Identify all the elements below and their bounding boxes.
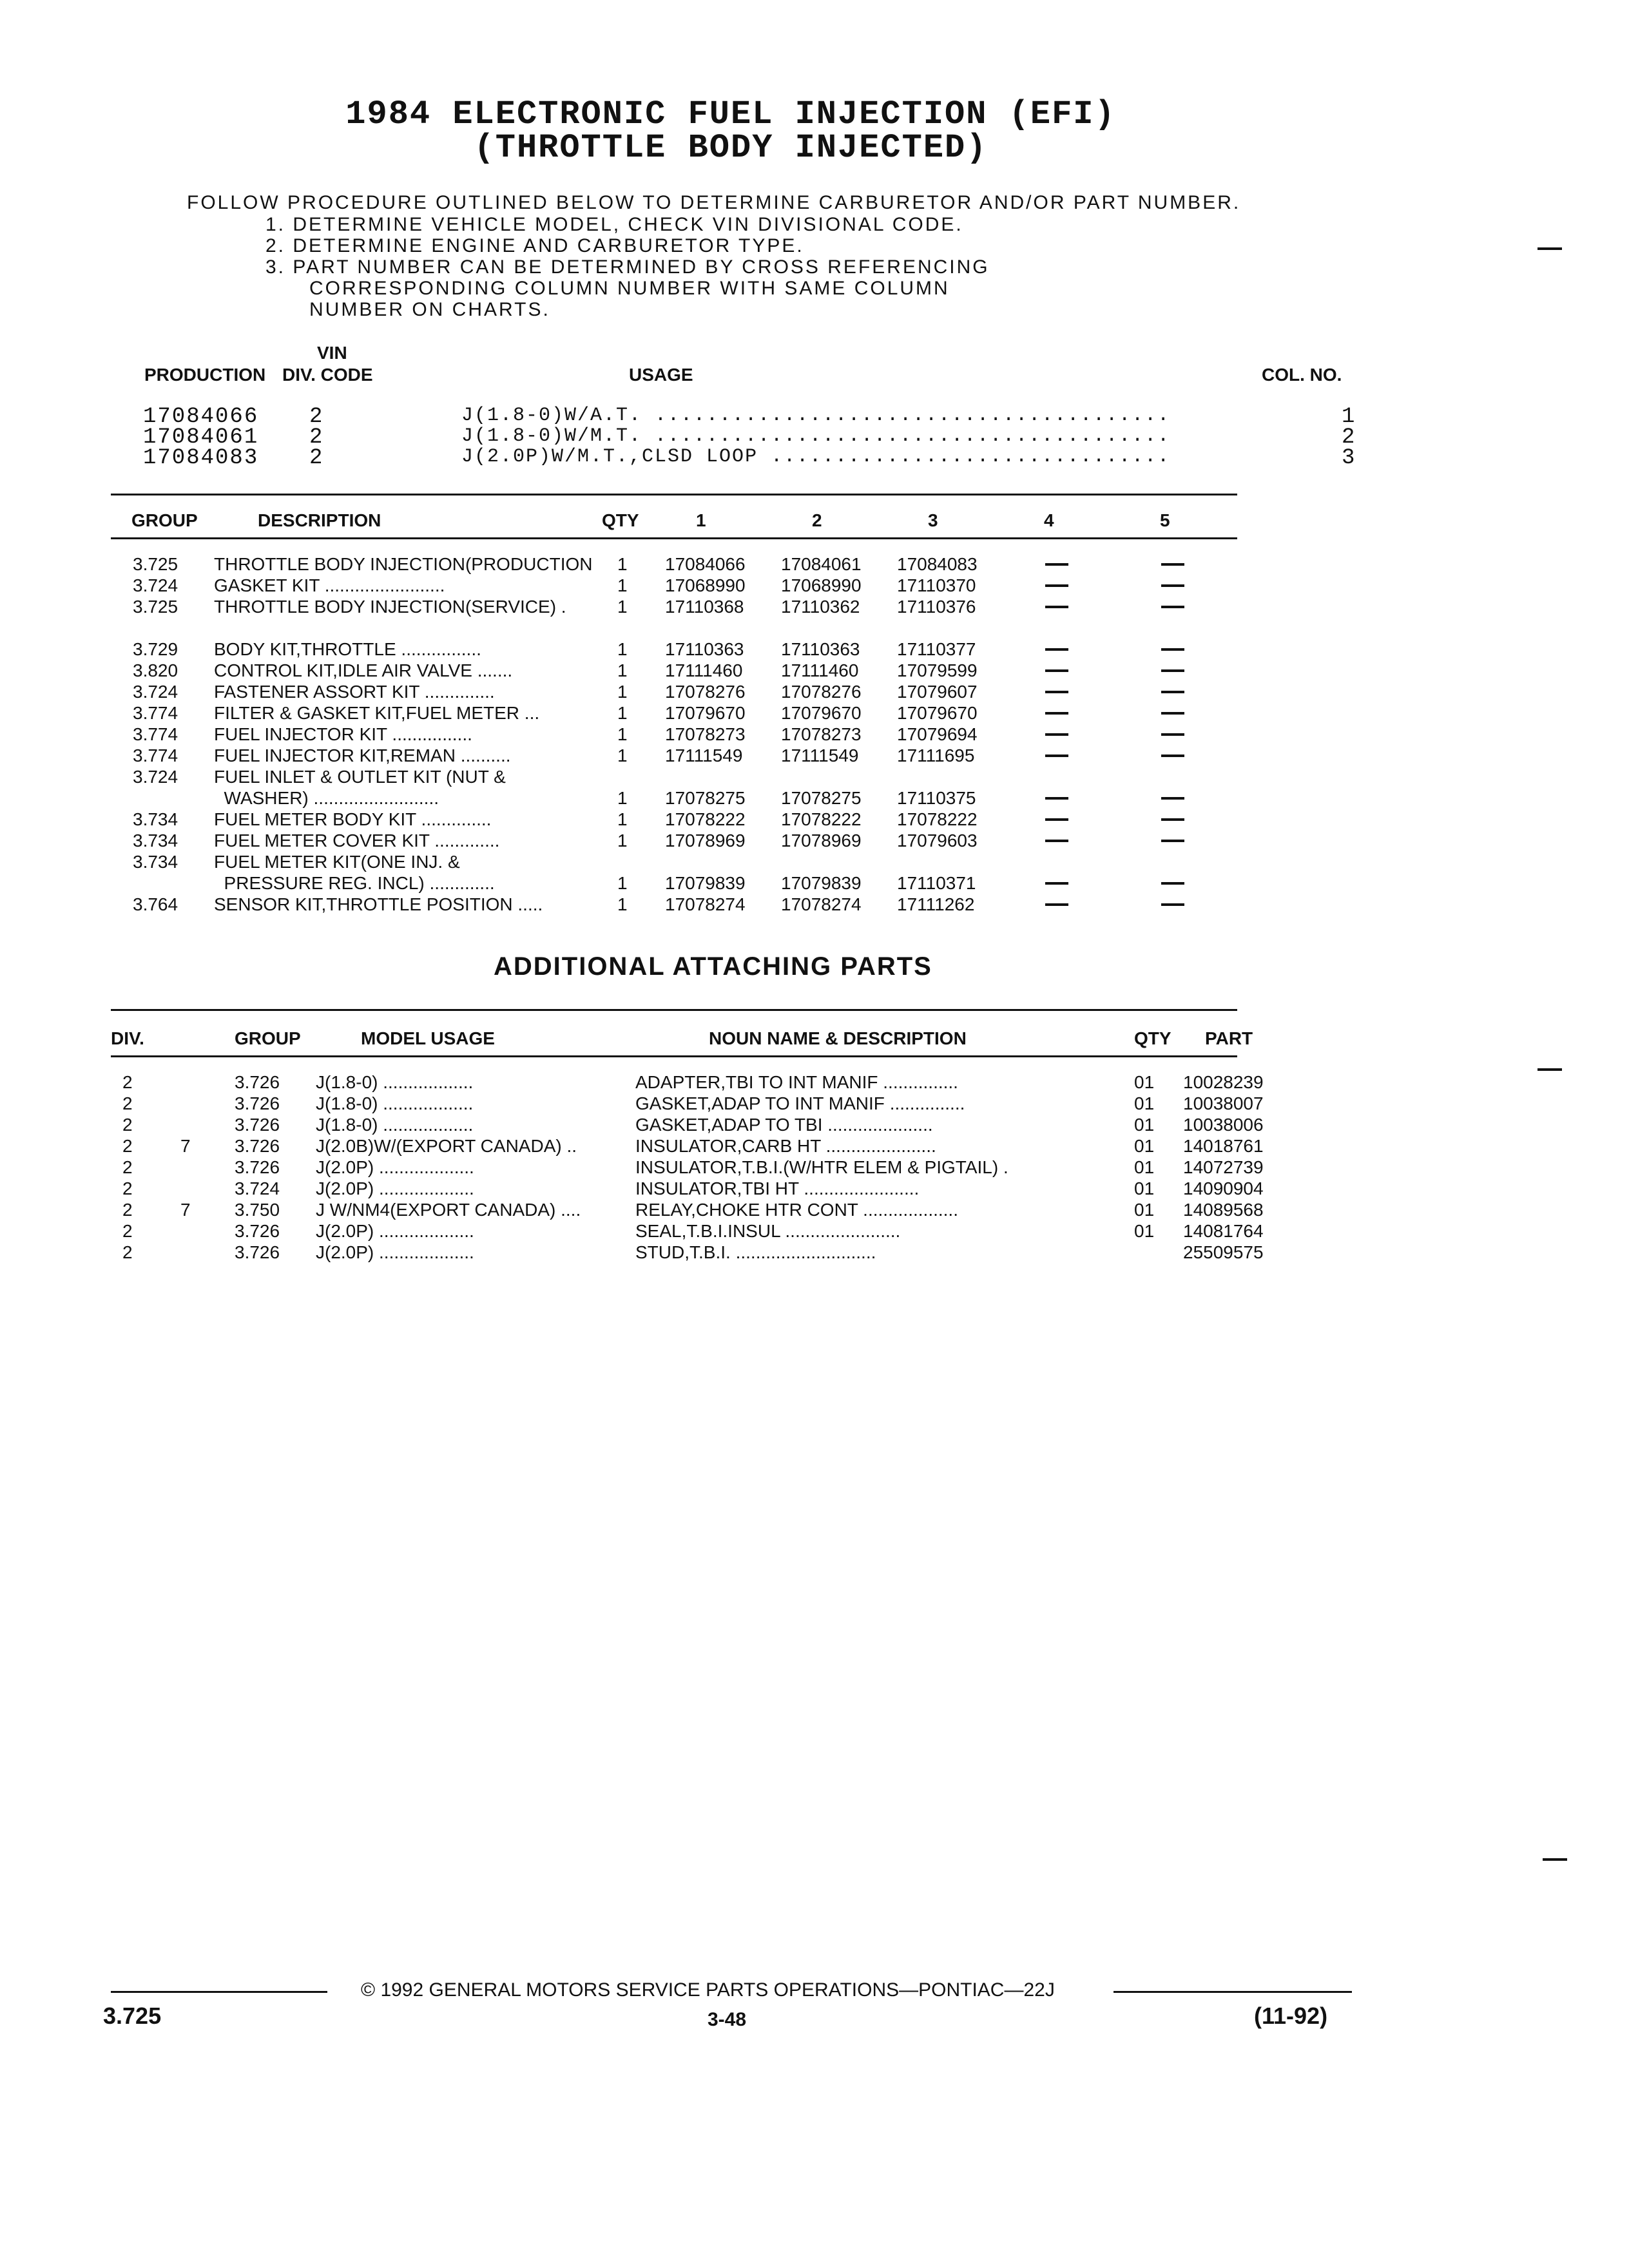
part-col-2: 17078273 <box>781 724 862 744</box>
parts-header-col1: 1 <box>696 510 706 530</box>
add-group: 3.726 <box>235 1115 280 1135</box>
add-group: 3.726 <box>235 1157 280 1177</box>
additional-top-rule <box>111 1009 1237 1011</box>
add-noun-description: RELAY,CHOKE HTR CONT ................... <box>635 1200 958 1220</box>
add-model-usage: J(2.0P) ................... <box>316 1178 474 1198</box>
part-group: 3.774 <box>133 724 178 744</box>
add-model-usage: J(2.0P) ................... <box>316 1242 474 1262</box>
add-qty: 01 <box>1134 1072 1155 1092</box>
part-col-1: 17078222 <box>665 809 746 829</box>
empty-cell-dash <box>1161 606 1184 608</box>
add-sub-code: 7 <box>180 1200 191 1220</box>
add-div: 2 <box>122 1178 133 1198</box>
empty-cell-dash <box>1045 712 1068 715</box>
production-number: 17084061 <box>143 425 259 450</box>
part-qty: 1 <box>617 873 628 893</box>
part-col-3: 17110376 <box>897 597 976 617</box>
part-group: 3.724 <box>133 575 178 595</box>
part-col-2: 17078222 <box>781 809 862 829</box>
usage: J(1.8-0)W/A.T. ........................................ <box>461 405 1171 427</box>
add-model-usage: J(2.0B)W/(EXPORT CANADA) .. <box>316 1136 577 1156</box>
page-title-line1: 1984 ELECTRONIC FUEL INJECTION (EFI) <box>345 95 1116 133</box>
add-header-part: PART <box>1205 1028 1253 1048</box>
part-col-1: 17079839 <box>665 873 746 893</box>
add-qty: 01 <box>1134 1115 1155 1135</box>
add-div: 2 <box>122 1157 133 1177</box>
add-part-number: 10038007 <box>1183 1093 1264 1113</box>
empty-cell-dash <box>1161 754 1184 757</box>
part-col-2: 17111460 <box>781 660 859 680</box>
col-number: 1 <box>1342 405 1356 429</box>
parts-header-col4: 4 <box>1044 510 1054 530</box>
part-col-1: 17110368 <box>665 597 744 617</box>
margin-mark <box>1543 1858 1567 1861</box>
add-part-number: 14090904 <box>1183 1178 1264 1198</box>
add-group: 3.726 <box>235 1242 280 1262</box>
part-description: FUEL METER COVER KIT ............. <box>214 831 500 850</box>
part-description: FUEL METER KIT(ONE INJ. & <box>214 852 460 872</box>
part-col-3: 17079599 <box>897 660 978 680</box>
add-model-usage: J W/NM4(EXPORT CANADA) .... <box>316 1200 581 1220</box>
part-qty: 1 <box>617 894 628 914</box>
part-col-2: 17110362 <box>781 597 860 617</box>
add-model-usage: J(2.0P) ................... <box>316 1221 474 1241</box>
part-description: THROTTLE BODY INJECTION(PRODUCTION <box>214 554 593 574</box>
part-col-2: 17079670 <box>781 703 862 723</box>
part-group: 3.774 <box>133 703 178 723</box>
empty-cell-dash <box>1161 712 1184 715</box>
add-qty: 01 <box>1134 1093 1155 1113</box>
part-col-2: 17078275 <box>781 788 862 808</box>
instruction-step: 3. PART NUMBER CAN BE DETERMINED BY CROSS REFERENCING <box>265 256 990 278</box>
part-col-3: 17110371 <box>897 873 976 893</box>
add-part-number: 10028239 <box>1183 1072 1264 1092</box>
part-qty: 1 <box>617 639 628 659</box>
part-col-1: 17079670 <box>665 703 746 723</box>
add-noun-description: INSULATOR,TBI HT ....................... <box>635 1178 920 1198</box>
empty-cell-dash <box>1045 691 1068 693</box>
parts-header-description: DESCRIPTION <box>258 510 381 530</box>
add-div: 2 <box>122 1242 133 1262</box>
add-part-number: 14018761 <box>1183 1136 1264 1156</box>
part-col-3: 17110370 <box>897 575 976 595</box>
add-header-qty: QTY <box>1134 1028 1171 1048</box>
part-description: WASHER) ......................... <box>214 788 439 808</box>
part-group: 3.774 <box>133 745 178 765</box>
add-div: 2 <box>122 1072 133 1092</box>
add-qty: 01 <box>1134 1178 1155 1198</box>
part-col-2: 17110363 <box>781 639 860 659</box>
part-col-2: 17078969 <box>781 831 862 850</box>
part-col-3: 17078222 <box>897 809 978 829</box>
part-col-1: 17111549 <box>665 745 743 765</box>
part-description: GASKET KIT ........................ <box>214 575 445 595</box>
empty-cell-dash <box>1161 840 1184 842</box>
add-div: 2 <box>122 1115 133 1135</box>
part-qty: 1 <box>617 831 628 850</box>
footer-page-number: 3-48 <box>708 2009 747 2030</box>
part-qty: 1 <box>617 745 628 765</box>
empty-cell-dash <box>1161 563 1184 566</box>
add-group: 3.724 <box>235 1178 280 1198</box>
part-description: FILTER & GASKET KIT,FUEL METER ... <box>214 703 540 723</box>
part-col-1: 17078274 <box>665 894 746 914</box>
part-description: CONTROL KIT,IDLE AIR VALVE ....... <box>214 660 513 680</box>
margin-mark <box>1537 1068 1562 1071</box>
part-description: FUEL METER BODY KIT .............. <box>214 809 492 829</box>
add-div: 2 <box>122 1093 133 1113</box>
add-noun-description: INSULATOR,CARB HT ...................... <box>635 1136 936 1156</box>
add-part-number: 14089568 <box>1183 1200 1264 1220</box>
footer-rule-right <box>1113 1991 1352 1993</box>
part-group: 3.729 <box>133 639 178 659</box>
add-header-model: MODEL USAGE <box>361 1028 495 1048</box>
col-number: 3 <box>1342 446 1356 470</box>
additional-section-title: ADDITIONAL ATTACHING PARTS <box>494 952 932 981</box>
add-part-number: 14072739 <box>1183 1157 1264 1177</box>
add-model-usage: J(1.8-0) .................. <box>316 1115 474 1135</box>
empty-cell-dash <box>1161 818 1184 821</box>
add-qty: 01 <box>1134 1136 1155 1156</box>
part-col-1: 17110363 <box>665 639 744 659</box>
empty-cell-dash <box>1161 669 1184 672</box>
add-header-group: GROUP <box>235 1028 301 1048</box>
part-group: 3.725 <box>133 554 178 574</box>
div-code: 2 <box>309 425 324 450</box>
usage: J(1.8-0)W/M.T. ........................................ <box>461 425 1171 447</box>
part-col-2: 17079839 <box>781 873 862 893</box>
part-qty: 1 <box>617 703 628 723</box>
empty-cell-dash <box>1045 754 1068 757</box>
part-qty: 1 <box>617 682 628 702</box>
empty-cell-dash <box>1045 818 1068 821</box>
part-col-1: 17078273 <box>665 724 746 744</box>
part-col-2: 17111549 <box>781 745 859 765</box>
empty-cell-dash <box>1161 733 1184 736</box>
part-description: SENSOR KIT,THROTTLE POSITION ..... <box>214 894 543 914</box>
instruction-step: 1. DETERMINE VEHICLE MODEL, CHECK VIN DIVISIONAL CODE. <box>265 214 963 235</box>
add-group: 3.726 <box>235 1136 280 1156</box>
empty-cell-dash <box>1045 733 1068 736</box>
add-div: 2 <box>122 1221 133 1241</box>
parts-table-header-rule <box>111 537 1237 539</box>
empty-cell-dash <box>1045 903 1068 906</box>
production-number: 17084083 <box>143 446 259 470</box>
part-qty: 1 <box>617 788 628 808</box>
footer-section-number: 3.725 <box>103 2003 162 2029</box>
part-col-2: 17084061 <box>781 554 862 574</box>
parts-table-top-rule <box>111 494 1237 495</box>
part-qty: 1 <box>617 597 628 617</box>
empty-cell-dash <box>1045 797 1068 800</box>
add-qty: 01 <box>1134 1157 1155 1177</box>
part-col-2: 17068990 <box>781 575 862 595</box>
part-qty: 1 <box>617 660 628 680</box>
empty-cell-dash <box>1045 584 1068 587</box>
part-group: 3.820 <box>133 660 178 680</box>
part-group: 3.734 <box>133 809 178 829</box>
part-col-2: 17078276 <box>781 682 862 702</box>
empty-cell-dash <box>1161 648 1184 651</box>
part-group: 3.734 <box>133 831 178 850</box>
add-qty: 01 <box>1134 1200 1155 1220</box>
part-description: FASTENER ASSORT KIT .............. <box>214 682 495 702</box>
part-col-3: 17079607 <box>897 682 978 702</box>
additional-header-rule <box>111 1055 1237 1057</box>
add-group: 3.750 <box>235 1200 280 1220</box>
add-group: 3.726 <box>235 1072 280 1092</box>
usage: J(2.0P)W/M.T.,CLSD LOOP ............................... <box>461 446 1171 468</box>
add-div: 2 <box>122 1200 133 1220</box>
empty-cell-dash <box>1045 563 1068 566</box>
empty-cell-dash <box>1161 691 1184 693</box>
empty-cell-dash <box>1161 797 1184 800</box>
empty-cell-dash <box>1045 606 1068 608</box>
part-col-2: 17078274 <box>781 894 862 914</box>
part-col-3: 17084083 <box>897 554 978 574</box>
add-div: 2 <box>122 1136 133 1156</box>
part-description: FUEL INLET & OUTLET KIT (NUT & <box>214 767 506 787</box>
add-noun-description: ADAPTER,TBI TO INT MANIF ............... <box>635 1072 958 1092</box>
part-description: FUEL INJECTOR KIT ................ <box>214 724 472 744</box>
parts-header-col2: 2 <box>812 510 822 530</box>
part-col-1: 17078276 <box>665 682 746 702</box>
part-col-3: 17111695 <box>897 745 975 765</box>
add-group: 3.726 <box>235 1093 280 1113</box>
part-col-1: 17084066 <box>665 554 746 574</box>
part-description: FUEL INJECTOR KIT,REMAN .......... <box>214 745 511 765</box>
part-col-3: 17079694 <box>897 724 978 744</box>
add-part-number: 25509575 <box>1183 1242 1264 1262</box>
header-div-code: DIV. CODE <box>282 365 373 385</box>
col-number: 2 <box>1342 425 1356 450</box>
production-number: 17084066 <box>143 405 259 429</box>
add-sub-code: 7 <box>180 1136 191 1156</box>
parts-header-col5: 5 <box>1160 510 1170 530</box>
part-col-1: 17078969 <box>665 831 746 850</box>
add-model-usage: J(1.8-0) .................. <box>316 1072 474 1092</box>
part-col-1: 17078275 <box>665 788 746 808</box>
instruction-step: 2. DETERMINE ENGINE AND CARBURETOR TYPE. <box>265 235 804 256</box>
header-vin: VIN <box>317 343 347 363</box>
part-description: PRESSURE REG. INCL) ............. <box>214 873 495 893</box>
part-description: THROTTLE BODY INJECTION(SERVICE) . <box>214 597 566 617</box>
empty-cell-dash <box>1045 669 1068 672</box>
add-noun-description: INSULATOR,T.B.I.(W/HTR ELEM & PIGTAIL) . <box>635 1157 1008 1177</box>
empty-cell-dash <box>1161 584 1184 587</box>
empty-cell-dash <box>1045 648 1068 651</box>
part-col-3: 17111262 <box>897 894 975 914</box>
part-group: 3.724 <box>133 767 178 787</box>
instruction-step: NUMBER ON CHARTS. <box>309 299 550 320</box>
instructions-intro: FOLLOW PROCEDURE OUTLINED BELOW TO DETERMINE CARBURETOR AND/OR PART NUMBER. <box>187 192 1241 213</box>
footer-date: (11-92) <box>1254 2003 1328 2029</box>
part-qty: 1 <box>617 724 628 744</box>
part-col-3: 17079603 <box>897 831 978 850</box>
add-qty: 01 <box>1134 1221 1155 1241</box>
footer-rule-left <box>111 1991 327 1993</box>
part-qty: 1 <box>617 554 628 574</box>
add-model-usage: J(2.0P) ................... <box>316 1157 474 1177</box>
page-title-line2: (THROTTLE BODY INJECTED) <box>474 129 988 167</box>
parts-header-col3: 3 <box>928 510 938 530</box>
part-col-3: 17110375 <box>897 788 976 808</box>
part-group: 3.724 <box>133 682 178 702</box>
part-description: BODY KIT,THROTTLE ................ <box>214 639 481 659</box>
add-noun-description: STUD,T.B.I. ............................ <box>635 1242 876 1262</box>
add-header-div: DIV. <box>111 1028 144 1048</box>
empty-cell-dash <box>1161 882 1184 885</box>
part-group: 3.764 <box>133 894 178 914</box>
add-noun-description: GASKET,ADAP TO INT MANIF ............... <box>635 1093 965 1113</box>
add-part-number: 10038006 <box>1183 1115 1264 1135</box>
add-group: 3.726 <box>235 1221 280 1241</box>
empty-cell-dash <box>1045 882 1068 885</box>
margin-mark <box>1537 247 1562 250</box>
add-part-number: 14081764 <box>1183 1221 1264 1241</box>
add-noun-description: GASKET,ADAP TO TBI ..................... <box>635 1115 933 1135</box>
div-code: 2 <box>309 446 324 470</box>
part-qty: 1 <box>617 575 628 595</box>
add-model-usage: J(1.8-0) .................. <box>316 1093 474 1113</box>
empty-cell-dash <box>1161 903 1184 906</box>
part-col-3: 17110377 <box>897 639 976 659</box>
part-col-1: 17111460 <box>665 660 743 680</box>
part-group: 3.734 <box>133 852 178 872</box>
parts-header-group: GROUP <box>131 510 198 530</box>
header-production: PRODUCTION <box>144 365 266 385</box>
empty-cell-dash <box>1045 840 1068 842</box>
div-code: 2 <box>309 405 324 429</box>
instruction-step: CORRESPONDING COLUMN NUMBER WITH SAME COLUMN <box>309 278 950 299</box>
part-col-3: 17079670 <box>897 703 978 723</box>
parts-header-qty: QTY <box>602 510 639 530</box>
header-col-no: COL. NO. <box>1262 365 1342 385</box>
part-col-1: 17068990 <box>665 575 746 595</box>
header-usage: USAGE <box>629 365 693 385</box>
part-group: 3.725 <box>133 597 178 617</box>
part-qty: 1 <box>617 809 628 829</box>
add-noun-description: SEAL,T.B.I.INSUL ....................... <box>635 1221 901 1241</box>
add-header-noun: NOUN NAME & DESCRIPTION <box>709 1028 967 1048</box>
footer-copyright: © 1992 GENERAL MOTORS SERVICE PARTS OPERATIONS—PONTIAC—22J <box>361 1979 1055 2001</box>
